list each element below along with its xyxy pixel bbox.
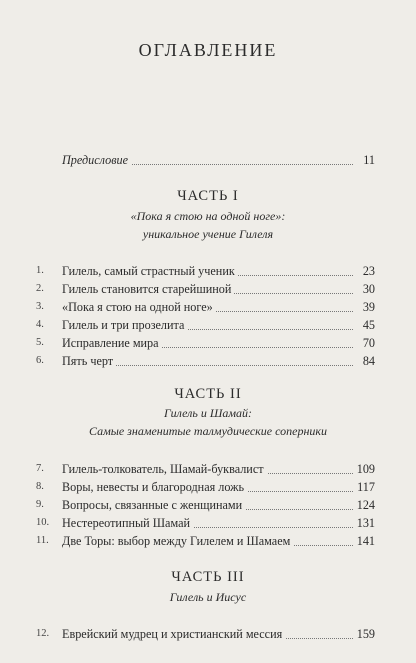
chapter-number: 7.: [36, 463, 44, 474]
part-2-subtitle-2: Самые знаменитые талмудические соперники: [88, 424, 328, 438]
chapter-entry: [36, 497, 375, 513]
part-1-subtitle-2: уникальное учение Гилеля: [142, 227, 274, 241]
page-number: 141: [353, 533, 375, 549]
chapter-entry: [36, 281, 375, 297]
page-number: 159: [353, 626, 375, 642]
chapter-number: 12.: [36, 628, 50, 639]
chapter-entry: [36, 263, 375, 279]
chapter-entry: [36, 317, 375, 333]
chapter-entry: [36, 461, 375, 477]
chapter-title: Пять черт: [62, 353, 116, 369]
part-1-title: ЧАСТЬ I: [177, 188, 239, 204]
page-number: 23: [359, 263, 375, 279]
chapter-number: 5.: [36, 337, 44, 348]
page-number: 109: [353, 461, 375, 477]
page-number: 124: [353, 497, 375, 513]
chapter-entry: [36, 353, 375, 369]
chapter-number: 8.: [36, 481, 44, 492]
chapter-entry: [36, 335, 375, 351]
chapter-title: Гилель, самый страстный ученик: [62, 263, 238, 279]
chapter-number: 3.: [36, 301, 44, 312]
chapter-number: 6.: [36, 355, 44, 366]
page-number: 30: [359, 281, 375, 297]
chapter-title: Нестереотипный Шамай: [62, 515, 193, 531]
chapter-entry: [36, 533, 375, 549]
chapter-number: 4.: [36, 319, 44, 330]
part-2-subtitle: Гилель и Шамай:: [163, 406, 253, 420]
page-number: 39: [359, 299, 375, 315]
page-number: 11: [359, 152, 375, 168]
chapter-title: «Пока я стою на одной ноге»: [62, 299, 216, 315]
page-number: 84: [359, 353, 375, 369]
part-1-subtitle: «Пока я стою на одной ноге»:: [130, 209, 286, 223]
chapter-number: 9.: [36, 499, 44, 510]
page-number: 117: [353, 479, 375, 495]
page-number: 70: [359, 335, 375, 351]
chapter-entry: [36, 626, 375, 642]
part-2-title: ЧАСТЬ II: [174, 386, 242, 402]
chapter-title: Гилель становится старейшиной: [62, 281, 234, 297]
chapter-title: Еврейский мудрец и христианский мессия: [62, 626, 285, 642]
chapter-title: Две Торы: выбор между Гилелем и Шамаем: [62, 533, 293, 549]
page-number: 131: [353, 515, 375, 531]
preface-label: Предисловие: [62, 152, 131, 168]
chapter-number: 1.: [36, 265, 44, 276]
chapter-title: Вопросы, связанные с женщинами: [62, 497, 245, 513]
page-number: 45: [359, 317, 375, 333]
page-title: ОГЛАВЛЕНИЕ: [138, 40, 278, 60]
chapter-title: Воры, невесты и благородная ложь: [62, 479, 247, 495]
part-3-title: ЧАСТЬ III: [171, 569, 245, 585]
chapter-number: 2.: [36, 283, 44, 294]
chapter-title: Гилель и три прозелита: [62, 317, 187, 333]
part-3-subtitle: Гилель и Иисус: [169, 590, 247, 604]
chapter-entry: [36, 515, 375, 531]
chapter-number: 10.: [36, 517, 50, 528]
chapter-entry: [36, 299, 375, 315]
chapter-title: Исправление мира: [62, 335, 162, 351]
preface-entry: [62, 152, 375, 168]
chapter-title: Гилель-толкователь, Шамай-буквалист: [62, 461, 267, 477]
chapter-number: 11.: [36, 535, 49, 546]
chapter-entry: [36, 479, 375, 495]
